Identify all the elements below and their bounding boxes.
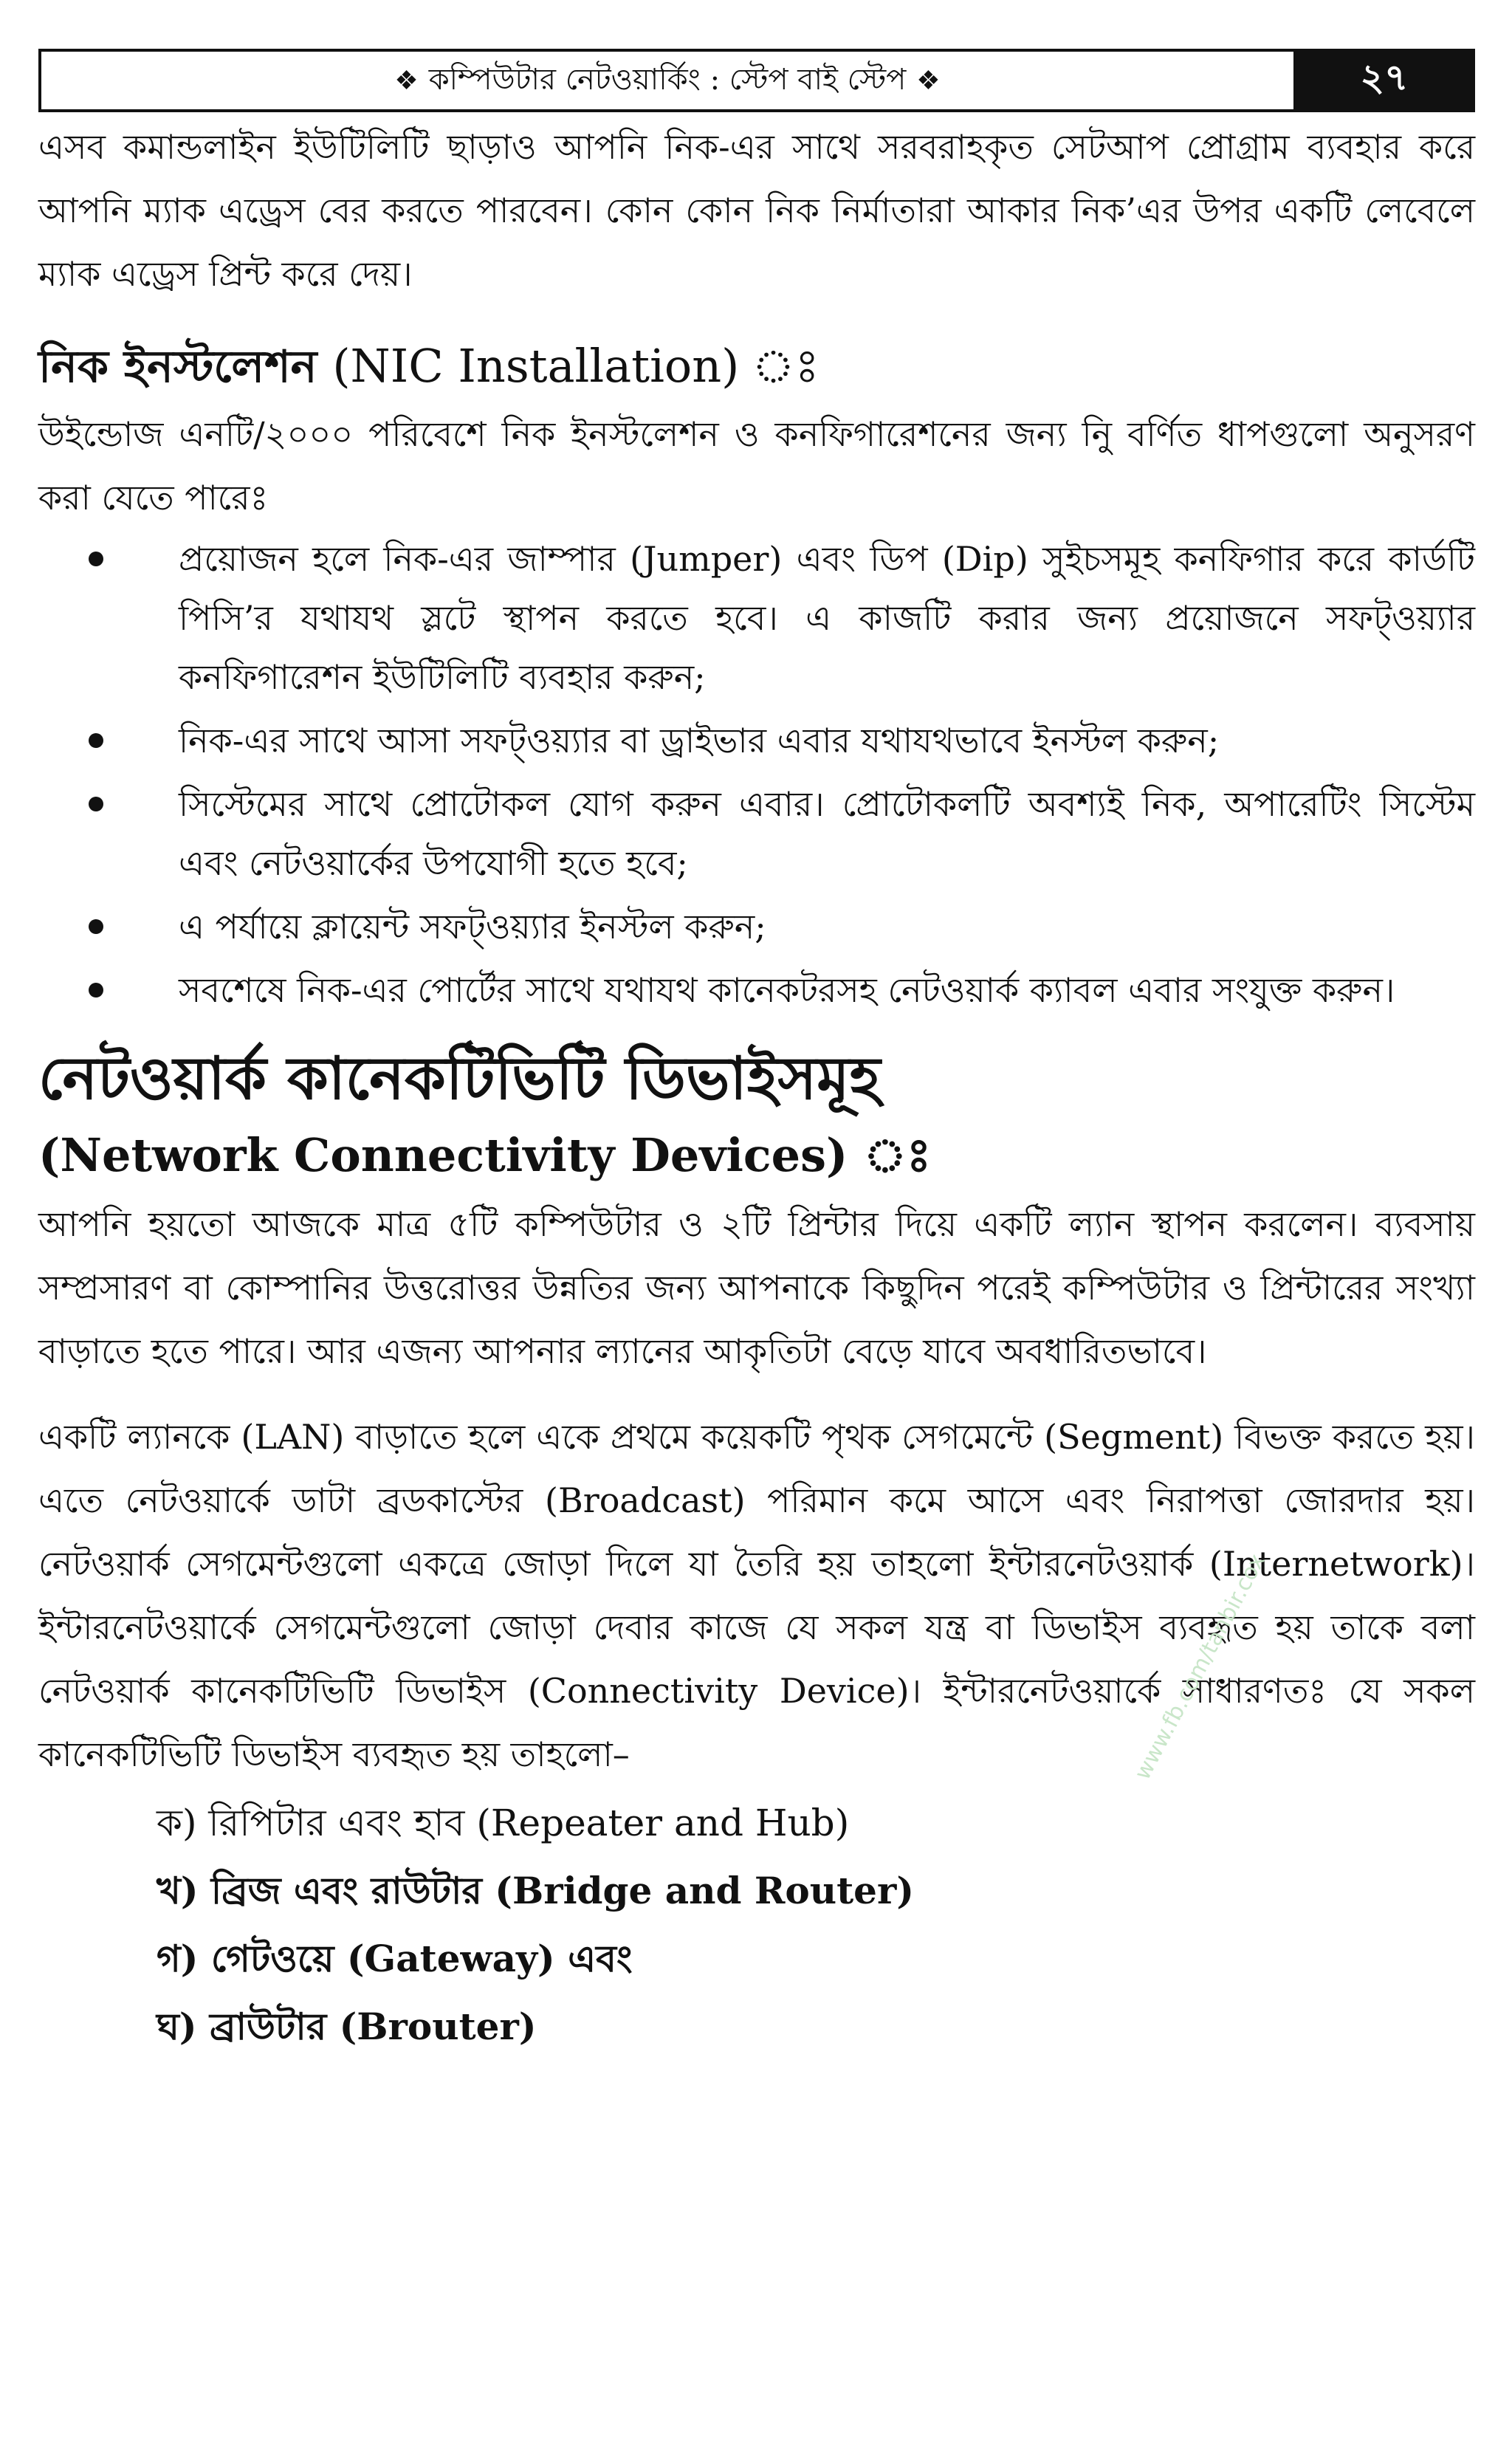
ornament-icon: ❖: [394, 65, 419, 96]
nic-heading-bn: নিক ইনস্টলেশন: [38, 341, 317, 393]
bullet-icon: [89, 983, 103, 998]
list-item: [38, 961, 1475, 1020]
nic-intro-paragraph: উইন্ডোজ এনটি/২০০০ পরিবেশে নিক ইনস্টলেশন ও কনফিগারেশনের জন্য নিু বর্ণিত ধাপগুলো অনুসরণ করা যেতে পারেঃ: [38, 414, 1475, 518]
bullet-icon: [89, 919, 103, 934]
nic-heading-en: (NIC Installation) ঃ: [332, 339, 819, 393]
list-item: ক) রিপিটার এবং হাব (Repeater and Hub): [157, 1802, 850, 1844]
list-item: ঘ) ব্রাউটার (Brouter): [157, 2005, 537, 2048]
bullet-icon: [89, 797, 103, 811]
running-title-text: কম্পিউটার নেটওয়ার্কিং : স্টেপ বাই স্টেপ: [428, 62, 907, 97]
nic-steps-list: [38, 529, 1475, 1020]
step-text: সিস্টেমের সাথে প্রোটোকল যোগ করুন এবার। প্রোটোকলটি অবশ্যই নিক, অপারেটিং সিস্টেম এবং নেটওয়ার্কের উপযোগী হতে হবে;: [179, 784, 1475, 883]
list-item: [38, 775, 1475, 893]
page-header: [38, 49, 1475, 112]
bullet-icon: [89, 552, 103, 566]
step-text: এ পর্যায়ে ক্লায়েন্ট সফট্ওয়্যার ইনস্টল করুন;: [179, 907, 766, 947]
step-text: সবশেষে নিক-এর পোর্টের সাথে যথাযথ কানেকটরসহ নেটওয়ার্ক ক্যাবল এবার সংযুক্ত করুন।: [179, 970, 1395, 1010]
ornament-icon: ❖: [916, 65, 941, 96]
step-text: প্রয়োজন হলে নিক-এর জাম্পার (Jumper) এবং ডিপ (Dip) সুইচসমূহ কনফিগার করে কার্ডটি পিসি’র যথাযথ স্লটে স্থাপন করতে হবে। এ কাজটি করার জন্য প্রয়োজনে সফট্ওয়্যার কনফিগারেশন ইউটিলিটি ব্যবহার করুন;: [179, 539, 1475, 697]
nic-installation-heading: [38, 331, 1475, 402]
connectivity-paragraph-1: আপনি হয়তো আজকে মাত্র ৫টি কম্পিউটার ও ২টি প্রিন্টার দিয়ে একটি ল্যান স্থাপন করলেন। ব্যবসায় সম্প্রসারণ বা কোম্পানির উত্তরোত্তর উন্নতির জন্য আপনাকে কিছুদিন পরেই কম্পিউটার ও প্রিন্টারের সংখ্যা বাড়াতে হতে পারে। আর এজন্য আপনার ল্যানের আকৃতিটা বেড়ে যাবে অবধারিতভাবে।: [38, 1204, 1475, 1371]
list-item: [38, 711, 1475, 770]
connectivity-heading-bn: নেটওয়ার্ক কানেকটিভিটি ডিভাইসমূহ: [38, 1043, 881, 1113]
list-item: [38, 897, 1475, 956]
devices-list: [38, 1789, 1475, 2061]
intro-paragraph: এসব কমান্ডলাইন ইউটিলিটি ছাড়াও আপনি নিক-এর সাথে সরবরাহকৃত সেটআপ প্রোগ্রাম ব্যবহার করে আপনি ম্যাক এড্রেস বের করতে পারবেন। কোন কোন নিক নির্মাতারা আকার নিক’এর উপর একটি লেবেলে ম্যাক এড্রেস প্রিন্ট করে দেয়।: [38, 127, 1475, 294]
step-text: নিক-এর সাথে আসা সফট্ওয়্যার বা ড্রাইভার এবার যথাযথভাবে ইনস্টল করুন;: [179, 721, 1220, 760]
page-number: ২৭: [1296, 52, 1472, 109]
connectivity-paragraph-2: একটি ল্যানকে (LAN) বাড়াতে হলে একে প্রথমে কয়েকটি পৃথক সেগমেন্টে (Segment) বিভক্ত করতে হয়। এতে নেটওয়ার্কে ডাটা ব্রডকাস্টের (Broadcast) পরিমান কমে আসে এবং নিরাপত্তা জোরদার হয়। নেটওয়ার্ক সেগমেন্টগুলো একত্রে জোড়া দিলে যা তৈরি হয় তাহলো ইন্টারনেটওয়ার্ক (Internetwork)। ইন্টারনেটওয়ার্কে সেগমেন্টগুলো জোড়া দেবার কাজে যে সকল যন্ত্র বা ডিভাইস ব্যবহৃত হয় তাকে বলা নেটওয়ার্ক কানেকটিভিটি ডিভাইস (Connectivity Device)। ইন্টারনেটওয়ার্কে সাধারণতঃ যে সকল কানেকটিভিটি ডিভাইস ব্যবহৃত হয় তাহলো–: [38, 1417, 1475, 1774]
list-item: গ) গেটওয়ে (Gateway) এবং: [157, 1937, 633, 1980]
bullet-icon: [89, 733, 103, 748]
running-title: [41, 52, 1296, 109]
watermark: www.fb.com/tanbir.cox: [1130, 1549, 1271, 1785]
list-item: খ) ব্রিজ এবং রাউটার (Bridge and Router): [157, 1869, 914, 1912]
list-item: [38, 529, 1475, 707]
page: [38, 49, 1475, 2061]
connectivity-heading-en: (Network Connectivity Devices) ঃ: [38, 1128, 932, 1182]
